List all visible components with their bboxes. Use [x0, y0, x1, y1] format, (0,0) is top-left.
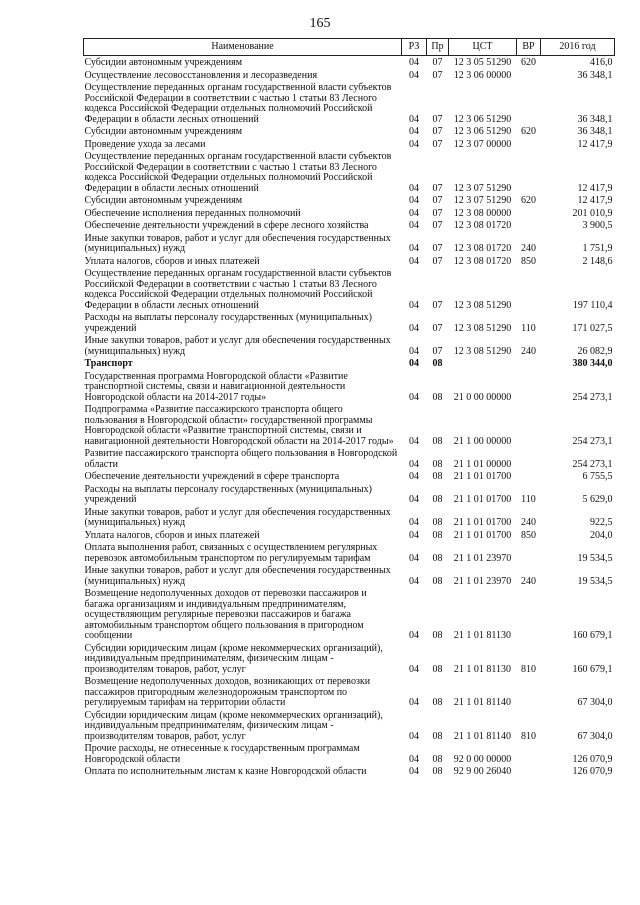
table-row — [84, 138, 615, 151]
table-row — [84, 506, 615, 529]
row-vr — [517, 207, 541, 220]
row-name: Государственная программа Новгородской области «Развитие транспортной системы, связи и навигационной деятельности Новгородской области на 2014-2017 годы» — [84, 370, 348, 403]
table-row — [84, 587, 615, 642]
row-name: Иные закупки товаров, работ и услуг для обеспечения государственных (муниципальных) нужд — [84, 565, 391, 587]
row-amount: 171 027,5 — [572, 322, 613, 334]
table-row — [84, 255, 615, 268]
row-cst: 21 1 01 23970 — [453, 552, 512, 564]
row-pr: 08 — [432, 358, 443, 369]
row-cst: 12 3 07 51290 — [453, 195, 512, 206]
row-cst: 21 1 01 81140 — [453, 730, 512, 742]
row-name: Оплата выполнения работ, связанных с осуществлением регулярных перевозок автомобильным транспортом по регулируемым тарифам — [84, 542, 378, 564]
row-pr: 08 — [432, 663, 443, 675]
row-vr: 850 — [521, 529, 536, 541]
row-vr: 810 — [521, 730, 536, 742]
header-cst: ЦСТ — [449, 39, 517, 56]
row-amount: 197 110,4 — [572, 299, 613, 311]
table-row — [84, 334, 615, 357]
row-name: Субсидии юридическим лицам (кроме некоммерческих организаций), индивидуальным предпринимателям, физическим лицам - производителям товаров, работ, услуг — [84, 642, 383, 675]
row-vr — [517, 138, 541, 151]
row-vr: 240 — [521, 575, 536, 587]
row-cst: 21 1 01 23970 — [453, 575, 512, 587]
row-amount: 380 344,0 — [572, 358, 613, 369]
row-name: Осуществление лесовосстановления и лесоразведения — [84, 69, 318, 81]
row-pr: 07 — [432, 207, 443, 219]
row-pr: 08 — [432, 697, 443, 708]
row-pr: 07 — [432, 220, 443, 231]
row-vr — [517, 675, 541, 709]
row-vr: 850 — [521, 255, 536, 267]
row-rz: 04 — [409, 207, 419, 219]
row-amount: 254 273,1 — [572, 391, 613, 403]
header-name: Наименование — [84, 39, 402, 56]
row-pr: 08 — [432, 458, 443, 470]
row-cst: 12 3 06 51290 — [453, 113, 512, 125]
row-rz: 04 — [409, 126, 419, 137]
row-rz: 04 — [409, 529, 419, 541]
row-amount: 160 679,1 — [572, 663, 613, 675]
row-amount: 67 304,0 — [577, 697, 613, 708]
row-rz: 04 — [409, 243, 419, 254]
row-pr: 08 — [432, 630, 443, 641]
row-pr: 08 — [432, 529, 443, 541]
row-amount: 5 629,0 — [582, 494, 613, 505]
row-pr: 07 — [432, 126, 443, 137]
row-pr: 07 — [432, 138, 443, 150]
row-rz: 04 — [409, 575, 419, 587]
row-cst: 12 3 08 01720 — [453, 243, 512, 254]
row-cst: 12 3 08 01720 — [453, 255, 512, 267]
row-name: Обеспечение деятельности учреждений в сфере транспорта — [84, 471, 340, 482]
table-row — [84, 403, 615, 447]
row-vr — [517, 742, 541, 765]
row-pr: 07 — [432, 345, 443, 357]
row-name: Иные закупки товаров, работ и услуг для обеспечения государственных (муниципальных) нужд — [84, 335, 391, 357]
row-rz: 04 — [409, 220, 419, 231]
row-amount: 26 082,9 — [577, 345, 613, 357]
row-rz: 04 — [409, 113, 419, 125]
table-row — [84, 194, 615, 207]
row-name: Оплата по исполнительным листам к казне Новгородской области — [84, 766, 367, 777]
row-name: Осуществление переданных органам государственной власти субъектов Российской Федерации в соответствии с частью 1 статьи 83 Лесного кодекса Российской Федерации отдельных полномочий Российской Федерации в области лесных отношений — [84, 268, 392, 311]
row-rz: 04 — [409, 195, 419, 206]
table-row — [84, 219, 615, 232]
row-cst: 21 1 01 81130 — [453, 630, 512, 641]
row-amount: 3 900,5 — [582, 220, 613, 231]
row-vr: 110 — [521, 494, 536, 505]
row-pr: 08 — [432, 753, 443, 765]
row-name: Осуществление переданных органам государственной власти субъектов Российской Федерации в соответствии с частью 1 статьи 83 Лесного кодекса Российской Федерации отдельных полномочий Российской Федерации в области лесных отношений — [84, 151, 392, 194]
row-name: Осуществление переданных органам государственной власти субъектов Российской Федерации в соответствии с частью 1 статьи 83 Лесного кодекса Российской Федерации отдельных полномочий Российской Федерации в области лесных отношений — [84, 82, 392, 125]
row-rz: 04 — [409, 458, 419, 470]
row-vr — [517, 69, 541, 82]
row-name: Подпрограмма «Развитие пассажирского транспорта общего пользования в Новгородской области» государственной программы Новгородской области «Развитие транспортной системы, связи и навигационной деятельности Новгородской области на 2014-2017 годы» — [84, 404, 394, 447]
row-cst: 12 3 08 51290 — [453, 299, 512, 311]
row-pr: 07 — [432, 243, 443, 254]
row-rz: 04 — [409, 345, 419, 357]
header-pr: Пр — [427, 39, 449, 56]
row-vr — [517, 541, 541, 564]
row-rz: 04 — [409, 517, 419, 528]
table-header-row — [84, 39, 615, 56]
row-name: Субсидии автономным учреждениям — [84, 126, 243, 137]
table-row — [84, 125, 615, 138]
row-amount: 126 070,9 — [572, 753, 613, 765]
row-vr: 620 — [521, 126, 536, 137]
row-name: Транспорт — [84, 358, 133, 369]
row-cst: 12 3 07 51290 — [453, 182, 512, 194]
row-name: Возмещение недополученных доходов от перевозки пассажиров и багажа организациям и индивидуальным предпринимателям, осуществляющим регулярные перевозки пассажиров и багажа автомобильным транспортом общего пользования в пригородном сообщении — [84, 588, 367, 641]
row-name: Обеспечение деятельности учреждений в сфере лесного хозяйства — [84, 220, 369, 231]
row-vr — [517, 765, 541, 778]
row-name: Расходы на выплаты персоналу государственных (муниципальных) учреждений — [84, 483, 372, 505]
row-pr: 08 — [432, 471, 443, 482]
row-cst: 12 3 08 51290 — [453, 322, 512, 334]
row-rz: 04 — [409, 697, 419, 708]
table-row — [84, 370, 615, 404]
row-cst: 21 1 01 01700 — [453, 517, 512, 528]
row-name: Иные закупки товаров, работ и услуг для обеспечения государственных (муниципальных) нужд — [84, 232, 391, 254]
row-rz: 04 — [409, 322, 419, 334]
row-rz: 04 — [409, 663, 419, 675]
row-rz: 04 — [409, 753, 419, 765]
row-amount: 6 755,5 — [582, 471, 613, 482]
row-name: Субсидии автономным учреждениям — [84, 195, 243, 206]
row-vr — [517, 267, 541, 311]
table-row — [84, 470, 615, 483]
row-cst: 12 3 05 51290 — [453, 57, 512, 68]
row-name: Иные закупки товаров, работ и услуг для обеспечения государственных (муниципальных) нужд — [84, 506, 391, 528]
row-amount: 67 304,0 — [577, 730, 613, 742]
row-amount: 922,5 — [590, 517, 613, 528]
row-rz: 04 — [409, 255, 419, 267]
row-cst: 12 3 08 00000 — [453, 207, 512, 219]
row-pr: 07 — [432, 182, 443, 194]
row-cst: 12 3 07 00000 — [453, 138, 512, 150]
row-rz: 04 — [409, 358, 419, 369]
row-rz: 04 — [409, 138, 419, 150]
row-amount: 160 679,1 — [572, 630, 613, 641]
header-vr: ВР — [517, 39, 541, 56]
row-name: Развитие пассажирского транспорта общего пользования в Новгородской области — [84, 448, 398, 470]
table-row — [84, 765, 615, 778]
row-vr: 810 — [521, 663, 536, 675]
row-cst: 21 0 00 00000 — [453, 391, 512, 403]
table-row — [84, 232, 615, 255]
header-rz: РЗ — [402, 39, 427, 56]
row-rz: 04 — [409, 730, 419, 742]
row-name: Субсидии автономным учреждениям — [84, 57, 243, 68]
row-vr: 110 — [521, 322, 536, 334]
row-amount: 19 534,5 — [577, 552, 613, 564]
table-row — [84, 675, 615, 709]
row-name: Расходы на выплаты персоналу государственных (муниципальных) учреждений — [84, 312, 372, 334]
row-amount: 416,0 — [590, 57, 613, 68]
row-pr: 07 — [432, 255, 443, 267]
table-row — [84, 447, 615, 470]
row-name: Прочие расходы, не отнесенные к государственным программам Новгородской области — [84, 743, 360, 765]
row-name: Уплата налогов, сборов и иных платежей — [84, 529, 260, 541]
row-vr — [517, 81, 541, 125]
row-name: Субсидии юридическим лицам (кроме некоммерческих организаций), индивидуальным предпринимателям, физическим лицам - производителям товаров, работ, услуг — [84, 709, 383, 742]
row-pr: 07 — [432, 57, 443, 68]
row-pr: 08 — [432, 730, 443, 742]
row-vr — [517, 447, 541, 470]
row-cst: 12 3 06 00000 — [453, 69, 512, 81]
row-rz: 04 — [409, 57, 419, 68]
row-name: Обеспечение исполнения переданных полномочий — [84, 207, 301, 219]
row-pr: 07 — [432, 113, 443, 125]
row-cst: 92 9 00 26040 — [453, 766, 512, 777]
row-amount: 36 348,1 — [577, 113, 613, 125]
row-pr: 08 — [432, 391, 443, 403]
row-cst: 21 1 01 81130 — [453, 663, 512, 675]
row-amount: 12 417,9 — [577, 182, 613, 194]
row-amount: 126 070,9 — [572, 766, 613, 777]
row-vr — [517, 470, 541, 483]
row-amount: 1 751,9 — [582, 243, 613, 254]
table-row — [84, 529, 615, 542]
row-amount: 254 273,1 — [572, 458, 613, 470]
row-vr — [517, 150, 541, 194]
row-cst: 21 1 01 00000 — [453, 458, 512, 470]
row-vr — [517, 403, 541, 447]
table-row — [84, 207, 615, 220]
page-number: 165 — [309, 16, 331, 31]
row-cst: 21 1 01 01700 — [453, 529, 512, 541]
row-cst: 21 1 01 01700 — [453, 494, 512, 505]
row-pr: 07 — [432, 69, 443, 81]
row-cst: 21 1 01 81140 — [453, 697, 512, 708]
row-vr: 240 — [521, 517, 536, 528]
row-vr — [517, 587, 541, 642]
table-row — [84, 81, 615, 125]
row-cst: 12 3 06 51290 — [453, 126, 512, 137]
row-rz: 04 — [409, 471, 419, 482]
row-amount: 201 010,9 — [572, 207, 613, 219]
table-row — [84, 150, 615, 194]
row-rz: 04 — [409, 299, 419, 311]
row-vr: 240 — [521, 345, 536, 357]
row-cst: 92 0 00 00000 — [453, 753, 512, 765]
row-rz: 04 — [409, 182, 419, 194]
table-row — [84, 267, 615, 311]
table-row — [84, 742, 615, 765]
table-row — [84, 56, 615, 69]
table-row — [84, 357, 615, 370]
row-pr: 07 — [432, 195, 443, 206]
row-rz: 04 — [409, 766, 419, 777]
row-amount: 12 417,9 — [577, 195, 613, 206]
row-cst: 12 3 08 01720 — [453, 220, 512, 231]
row-vr — [517, 357, 541, 370]
row-vr — [517, 370, 541, 404]
row-name: Проведение ухода за лесами — [84, 138, 206, 150]
table-row — [84, 69, 615, 82]
row-rz: 04 — [409, 69, 419, 81]
row-amount: 36 348,1 — [577, 69, 613, 81]
row-amount: 36 348,1 — [577, 126, 613, 137]
row-name: Возмещение недополученных доходов, возникающих от перевозки пассажиров пригородным железнодорожным транспортом по регулируемым тарифам на территории области — [84, 676, 371, 708]
row-cst: 21 1 00 00000 — [453, 435, 512, 447]
row-pr: 07 — [432, 299, 443, 311]
table-row — [84, 483, 615, 506]
row-amount: 254 273,1 — [572, 435, 613, 447]
table-row — [84, 311, 615, 334]
row-vr: 240 — [521, 243, 536, 254]
row-rz: 04 — [409, 391, 419, 403]
header-year: 2016 год — [541, 39, 615, 56]
row-name: Уплата налогов, сборов и иных платежей — [84, 255, 260, 267]
row-amount: 2 148,6 — [582, 255, 613, 267]
row-amount: 204,0 — [590, 529, 613, 541]
budget-table — [83, 38, 615, 778]
row-pr: 08 — [432, 575, 443, 587]
row-pr: 07 — [432, 322, 443, 334]
row-amount: 19 534,5 — [577, 575, 613, 587]
row-vr — [517, 219, 541, 232]
table-row — [84, 709, 615, 743]
row-vr: 620 — [521, 57, 536, 68]
row-cst: 12 3 08 51290 — [453, 345, 512, 357]
row-cst: 21 1 01 01700 — [453, 471, 512, 482]
row-vr: 620 — [521, 195, 536, 206]
table-row — [84, 642, 615, 676]
row-pr: 08 — [432, 766, 443, 777]
row-rz: 04 — [409, 494, 419, 505]
row-rz: 04 — [409, 552, 419, 564]
row-pr: 08 — [432, 552, 443, 564]
table-row — [84, 564, 615, 587]
row-pr: 08 — [432, 435, 443, 447]
row-rz: 04 — [409, 435, 419, 447]
row-pr: 08 — [432, 494, 443, 505]
row-amount: 12 417,9 — [577, 138, 613, 150]
table-row — [84, 541, 615, 564]
row-rz: 04 — [409, 630, 419, 641]
row-pr: 08 — [432, 517, 443, 528]
row-cst — [449, 357, 517, 370]
